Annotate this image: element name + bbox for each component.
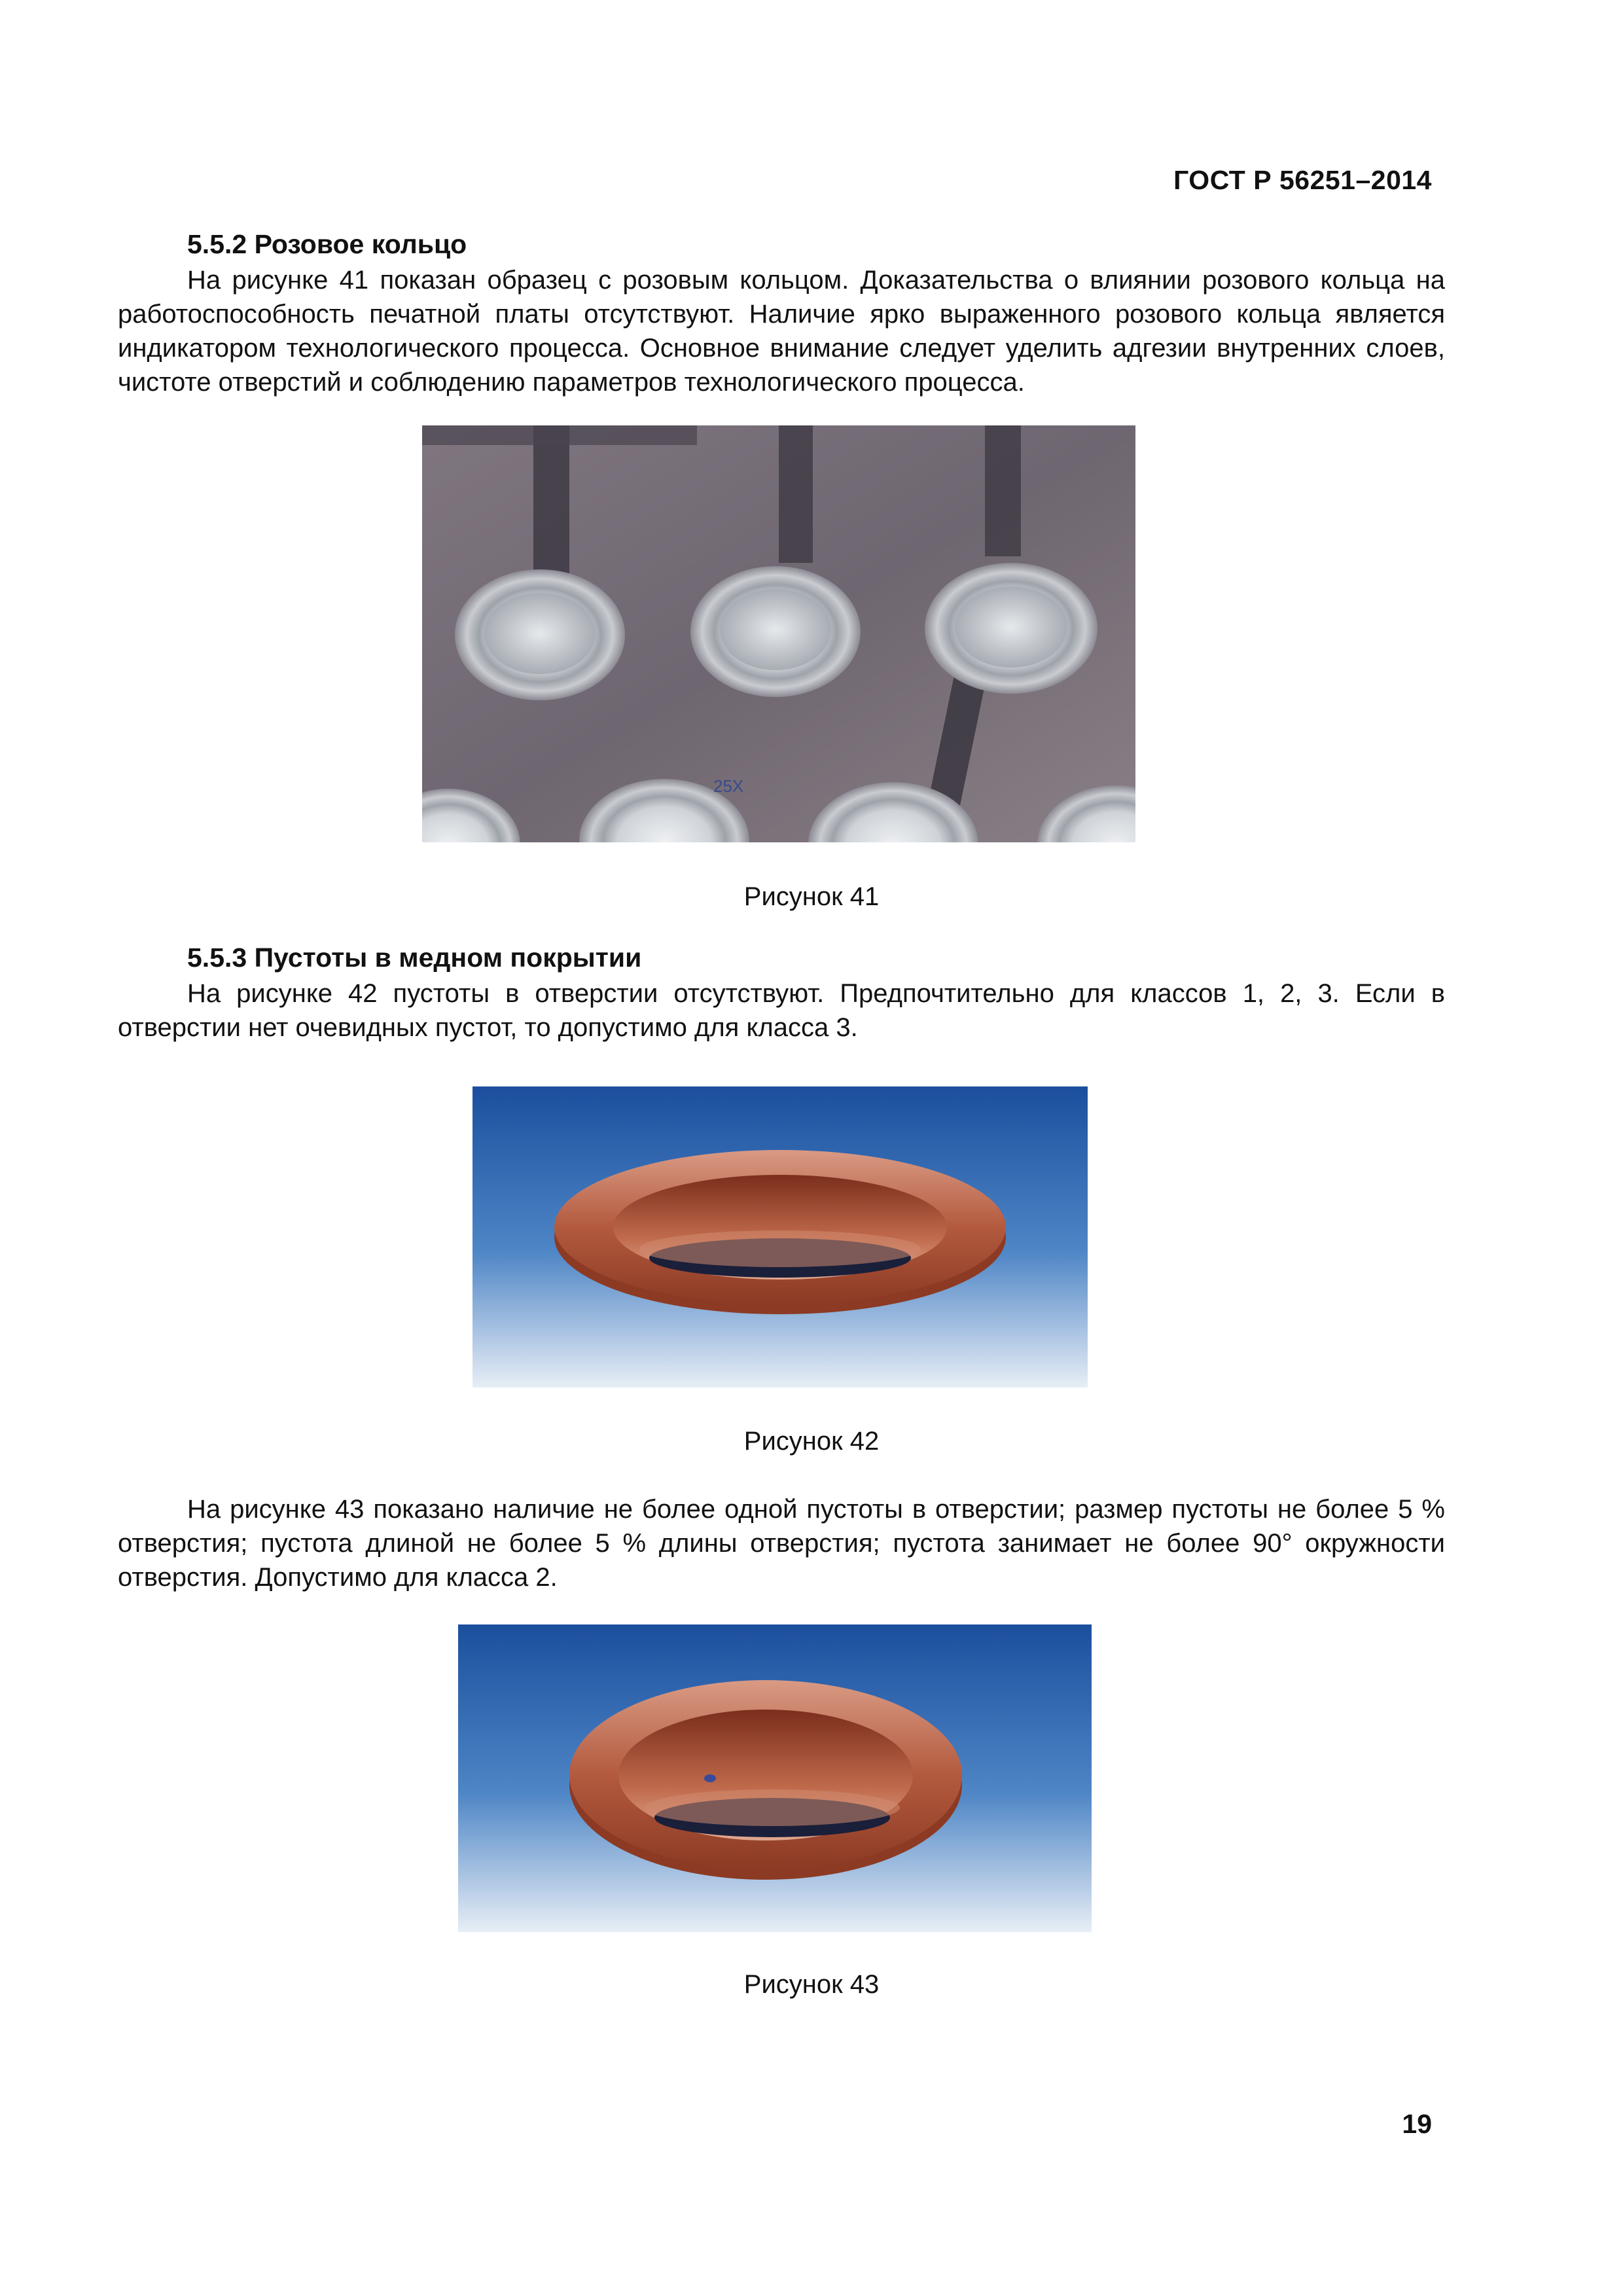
figure-41-photo — [422, 425, 1135, 842]
section-paragraph-copper-voids — [118, 977, 1445, 1045]
document-number: ГОСТ Р 56251–2014 — [1173, 165, 1432, 195]
figure-42-caption: Рисунок 42 — [743, 1427, 880, 1456]
paragraph-text: На рисунке 41 показан образец с розовым кольцом. Доказательства о влиянии розового кольца на работоспособность печатной платы отсутствуют. Наличие ярко выраженного розового кольца является индикатором технологического процесса. Основное внимание следует уделить адгезии внутренних слоев, чистоте отверстий и соблюдению параметров технологического процесса. — [118, 266, 1445, 397]
paragraph-text: На рисунке 42 пустоты в отверстии отсутствуют. Предпочтительно для классов 1, 2, 3. Если в отверстии нет очевидных пустот, то допустимо для класса 3. — [118, 979, 1445, 1042]
section-paragraph-pink-ring — [118, 263, 1445, 399]
page-number: 19 — [1402, 2109, 1432, 2139]
void-mark — [704, 1774, 716, 1782]
section-heading-pink-ring: 5.5.2 Розовое кольцо — [187, 229, 467, 259]
magnification-label: 25X — [713, 776, 744, 796]
paragraph-text: На рисунке 43 показано наличие не более одной пустоты в отверстии; размер пустоты не более 5 % отверстия; пустота длиной не более 5 % длины отверстия; пустота занимает не более 90° окружности отверстия. Допустимо для класса 2. — [118, 1495, 1445, 1592]
figure-43-illustration — [458, 1624, 1092, 1932]
paragraph-figure-43 — [118, 1492, 1445, 1594]
figure-41-caption: Рисунок 41 — [743, 882, 880, 911]
section-heading-copper-voids: 5.5.3 Пустоты в медном покрытии — [187, 942, 642, 973]
figure-42-illustration — [473, 1086, 1088, 1388]
figure-43-caption: Рисунок 43 — [743, 1970, 880, 1999]
